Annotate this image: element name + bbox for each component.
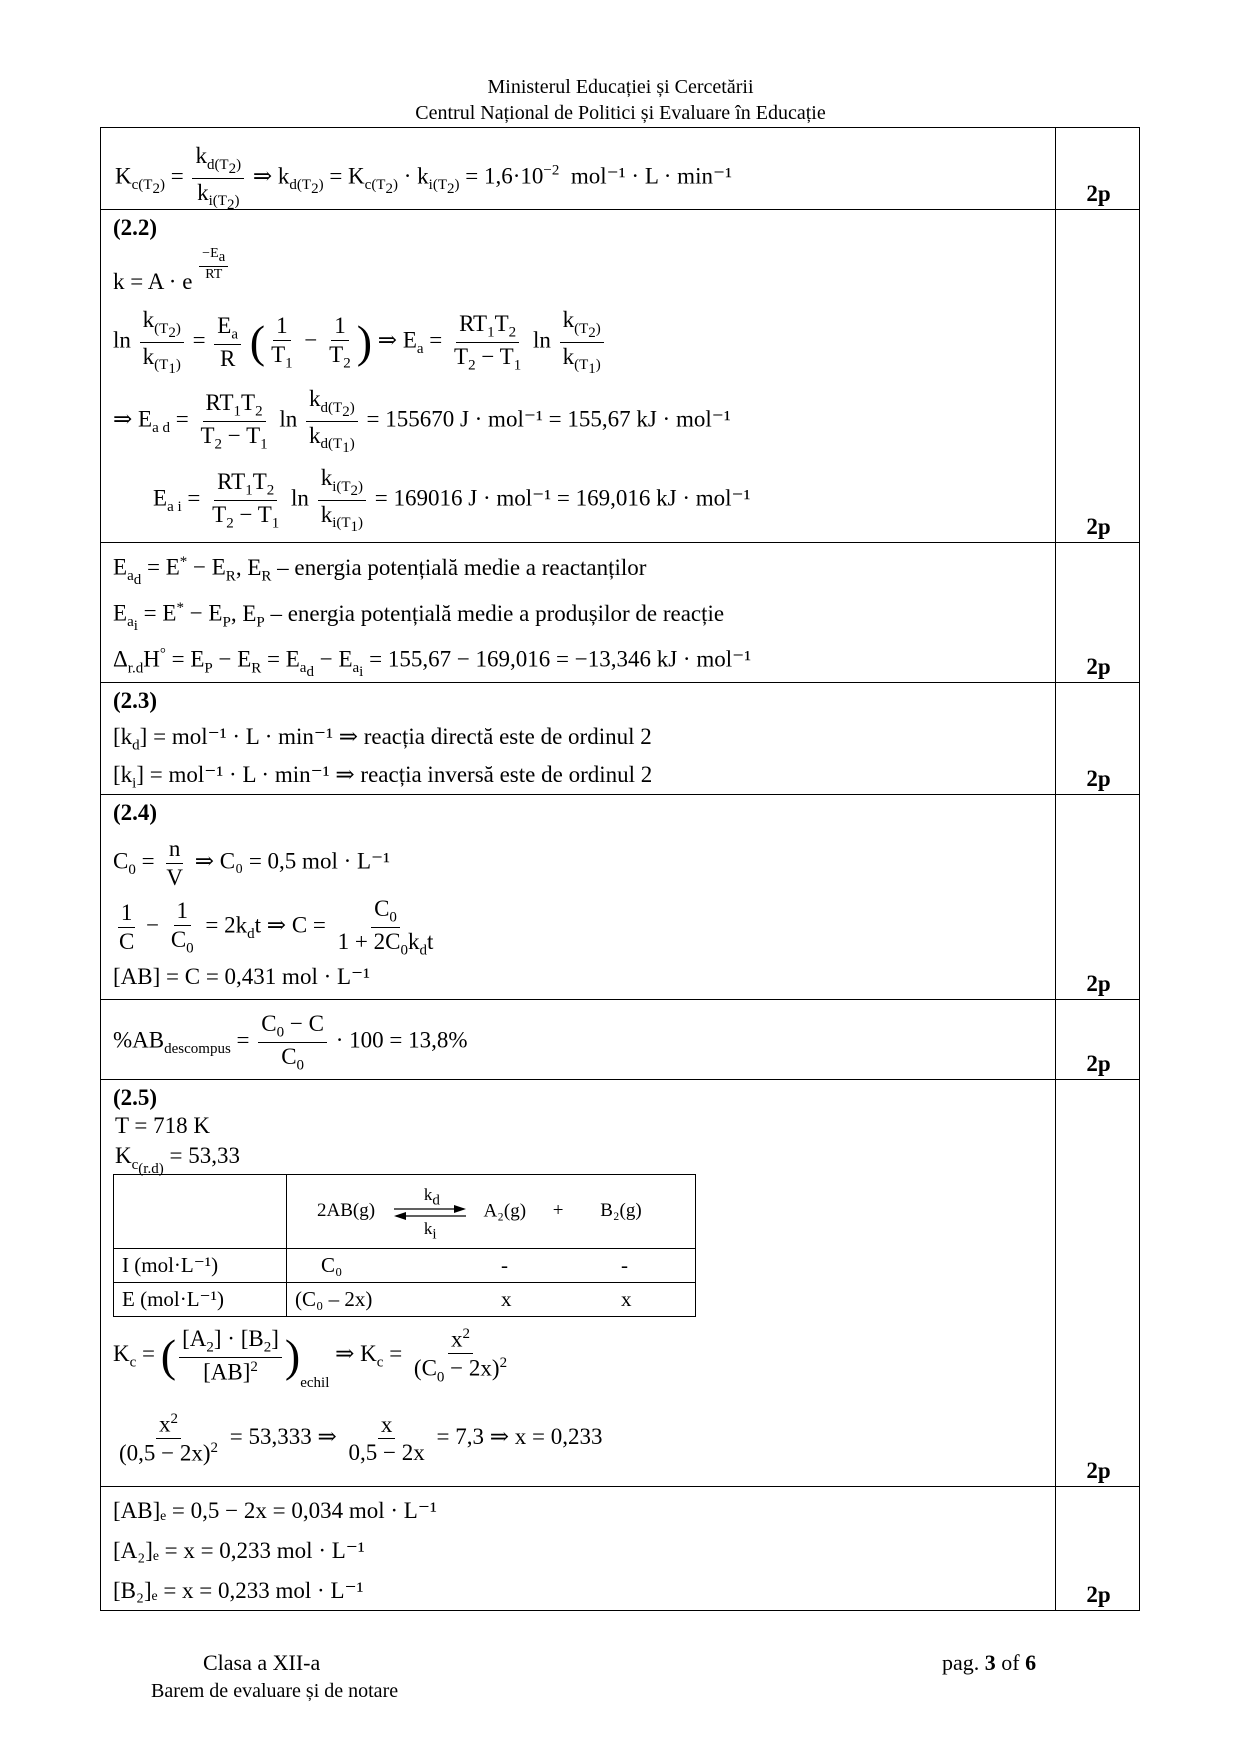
kd-order: $[k_d] = mol^{-1} \cdot L \cdot \min^{-1}$ ⇒ reacția directă este de ordinul 2	[113, 724, 652, 754]
formula-kd-t2: $K_{c(T_2)}$ = $\frac{k_{d(T_2)}}{k_{i(T_2)}}$ ⇒ $k_{d(T_2)} = K_{c(T_2)} \cdot k_{i(T_2)} = 1,6\cdot 10^{-2}$ mol⁻¹ · L · min⁻¹	[115, 143, 732, 214]
row-2-4	[101, 795, 1139, 1000]
kd-result: = 1,6·10	[465, 163, 544, 189]
eai-definition: $E_{a_i} = E^* - E_P$, $E_P$ – energia potențială medie a produșilor de reacție	[113, 600, 725, 635]
section-label: (2.2)	[113, 215, 158, 240]
ead-result: = 155670 J · mol⁻¹ = 155,67 kJ · mol⁻¹	[366, 406, 731, 432]
points-badge: 2p	[1086, 1582, 1111, 1607]
points-badge: 2p	[1086, 1458, 1111, 1483]
reaction-equation: 2AB(g) $k_d$ $k_i$ A₂(g) + B₂(g)	[287, 1175, 696, 1249]
points-badge: 2p	[1086, 766, 1111, 791]
row-percent	[101, 1000, 1139, 1080]
second-order-law: $\frac{1}{C}$ − $\frac{1}{C_0}$ = $2k_dt$ ⇒ C = $\frac{C_0}{1 + 2C_0k_dt}$	[119, 896, 434, 959]
points-badge: 2p	[1086, 654, 1111, 679]
row-equilibrium-concentrations	[101, 1487, 1139, 1610]
eai-result: = 169016 J · mol⁻¹ = 169,016 kJ · mol⁻¹	[374, 485, 751, 511]
ea-derivation: ln $\frac{k_{(T_2)}}{k_{(T_1)}}$ = $\frac{E_a}{R}$ ( $\frac{1}{T_1}$ − $\frac{1}{T_2}$ ) ⇒ $E_a$ = $\frac{RT_1T_2}{T_2 - T_1}$ ln $\frac{k_{(T_2)}}{k_{(T_1)}}$	[113, 306, 607, 378]
section-label: (2.4)	[113, 800, 158, 825]
equilibrium-table	[113, 1174, 696, 1317]
kd-units: mol⁻¹ · L · min⁻¹	[570, 163, 732, 189]
page-number: pag. 3 of 6	[942, 1650, 1037, 1675]
percent-decomposed: $\%AB_{descompus}$ = $\frac{C_0 - C}{C_0}$ · 100 = 13,8%	[113, 1011, 468, 1074]
x-solution: $\frac{x^2}{(0,5 - 2x)^2}$ = 53,333 ⇒ $\frac{x}{0,5 - 2x}$ = 7,3 ⇒ x = 0,233	[119, 1411, 603, 1466]
points-badge: 2p	[1086, 181, 1111, 206]
row-initial-label: I (mol·L⁻¹)	[114, 1249, 287, 1283]
ead-calculation: ⇒ $E_{a d}$ = $\frac{RT_1T_2}{T_2 - T_1}$ ln $\frac{k_{d(T_2)}}{k_{d(T_1)}}$ = 155670 J · mol⁻¹ = 155,67 kJ · mol⁻¹	[113, 386, 731, 457]
row-enthalpy	[101, 543, 1139, 683]
enthalpy-calculation: $\Delta_{r.d}H^\circ = E_P - E_R = E_{a_d} - E_{a_i} = 155,67 - 169,016 = -13,346$ kJ · mol⁻¹	[113, 646, 752, 681]
c0-calculation: $C_0$ = $\frac{n}{V}$ ⇒ C₀ = 0,5 mol · L⁻¹	[113, 836, 391, 890]
ab-equilibrium: [AB]ₑ = 0,5 − 2x = 0,034 mol · L⁻¹	[113, 1498, 437, 1523]
enthalpy-result: = 155,67 − 169,016 = −13,346 kJ · mol⁻¹	[369, 646, 752, 672]
kc-expression: $K_c$ = ( $\frac{[A_2] \cdot [B_2]}{[AB]^2}$ )$_{echil}$ ⇒ $K_c$ = $\frac{x^2}{(C_0 - 2x)^2}$	[113, 1326, 508, 1391]
a2-equilibrium: [A₂]ₑ = x = 0,233 mol · L⁻¹	[113, 1538, 365, 1563]
row-kd-calc	[101, 128, 1139, 214]
temperature: T = 718 K	[115, 1113, 210, 1138]
eai-calculation: $E_{a i}$ = $\frac{RT_1T_2}{T_2 - T_1}$ ln $\frac{k_{i(T_2)}}{k_{i(T_1)}}$ = 169016 J · mol⁻¹ = 169,016 kJ · mol⁻¹	[153, 465, 751, 536]
arrhenius-equation: k = A · e $^{\frac{-E_a}{RT}}$	[113, 258, 231, 296]
ki-order: $[k_i] = mol^{-1} \cdot L \cdot \min^{-1}$ ⇒ reacția inversă este de ordinul 2	[113, 762, 653, 792]
row-equilibrium-values: (C₀ – 2x) x x	[287, 1283, 696, 1317]
kd-exp: −2	[543, 162, 560, 179]
section-label: (2.3)	[113, 688, 158, 713]
points-badge: 2p	[1086, 1051, 1111, 1076]
header-center: Centrul Național de Politici și Evaluare în Educație	[415, 102, 826, 124]
kc-value: $K_{c_{(r.d)}} = 53,33$	[115, 1143, 240, 1177]
row-equilibrium-label: E (mol·L⁻¹)	[114, 1283, 287, 1317]
footer-class: Clasa a XII-a	[203, 1650, 321, 1675]
row-2-5	[101, 1080, 1139, 1487]
row-initial-values: C₀ - -	[287, 1249, 696, 1283]
row-2-3	[101, 683, 1139, 795]
section-label: (2.5)	[113, 1085, 158, 1110]
header-ministry: Ministerul Educației și Cercetării	[487, 76, 754, 98]
footer-subtitle: Barem de evaluare și de notare	[151, 1680, 399, 1702]
ead-definition: $E_{a_d} = E^* - E_R$, $E_R$ – energia potențială medie a reactanților	[113, 554, 647, 589]
points-badge: 2p	[1086, 971, 1111, 996]
grading-table	[100, 127, 1140, 1611]
ab-concentration: [AB] = C = 0,431 mol · L⁻¹	[113, 964, 371, 989]
b2-equilibrium: [B₂]ₑ = x = 0,233 mol · L⁻¹	[113, 1578, 364, 1603]
points-badge: 2p	[1086, 514, 1111, 539]
row-2-2	[101, 210, 1139, 543]
